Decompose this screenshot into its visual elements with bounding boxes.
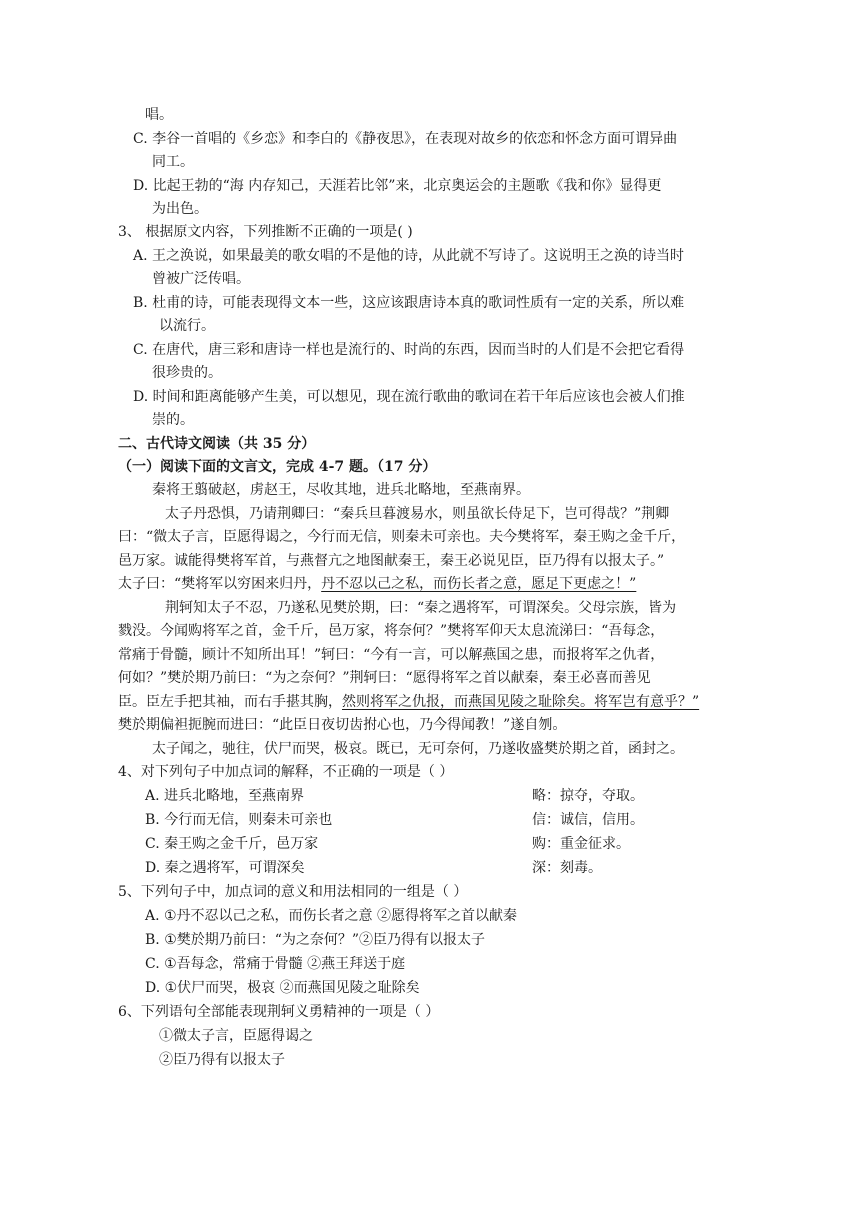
q3-option-a-cont: 曾被广泛传唱。	[152, 271, 250, 287]
q5-option-b: B. ①樊於期乃前曰：“为之奈何？”②臣乃得有以报太子	[145, 932, 486, 948]
passage-p3-line2: 戮没。今闻购将军之首，金千斤，邑万家，将奈何？”樊将军仰天太息流涕曰：“吾每念，	[118, 623, 665, 639]
section-heading: 二、古代诗文阅读（共 35 分）	[118, 436, 316, 452]
q6-item-1: ①微太子言，臣愿得谒之	[159, 1028, 313, 1044]
option-b-continuation: 唱。	[145, 107, 173, 123]
q3-option-b: B. 杜甫的诗，可能表现得文本一些，这应该跟唐诗本真的歌词性质有一定的关系，所以难	[133, 295, 685, 311]
q3-option-c-cont: 很珍贵的。	[152, 365, 222, 381]
subsection-heading: （一）阅读下面的文言文，完成 4-7 题。（17 分）	[118, 459, 437, 475]
underlined-sentence-2: 然则将军之仇报，而燕国见陵之耻除矣。将军岂有意乎？”	[342, 694, 700, 710]
q2-option-d-cont: 为出色。	[152, 201, 208, 217]
q4-option-d	[145, 859, 602, 877]
passage-text: 太子曰：“樊将军以穷困来归丹，	[118, 576, 322, 592]
q4-option-c-sentence: C. 秦王购之金千斤，邑万家	[145, 836, 319, 852]
q4-option-c-explanation: 购：重金征求。	[532, 836, 630, 852]
passage-p1: 秦将王翦破赵，虏赵王，尽收其地，进兵北略地，至燕南界。	[152, 482, 530, 498]
passage-p3-line6: 樊於期偏袒扼腕而进曰：“此臣日夜切齿拊心也，乃今得闻教！”遂自刎。	[118, 717, 567, 733]
passage-p2-line3: 邑万家。诚能得樊将军首，与燕督亢之地图献秦王，秦王必说见臣，臣乃得有以报太子。”	[118, 553, 665, 569]
q2-option-c-cont: 同工。	[152, 154, 194, 170]
passage-p3-line4: 何如？”樊於期乃前曰：“为之奈何？”荆轲曰：“愿得将军之首以献秦，秦王必喜而善见	[118, 670, 651, 686]
q4-option-b-explanation: 信：诚信，信用。	[532, 812, 644, 828]
passage-p3-line1: 荆轲知太子不忍，乃遂私见樊於期，曰：“秦之遇将军，可谓深矣。父母宗族，皆为	[165, 600, 677, 616]
passage-p2-line2: 曰：“微太子言，臣愿得谒之，今行而无信，则秦未可亲也。夫今樊将军，秦王购之金千斤，	[118, 529, 686, 545]
q4-option-a	[145, 787, 644, 805]
q4-option-c	[145, 835, 630, 853]
passage-p2-line1: 太子丹恐惧，乃请荆卿曰：“秦兵旦暮渡易水，则虽欲长侍足下，岂可得哉？”荆卿	[165, 506, 670, 522]
q2-option-c: C. 李谷一首唱的《乡恋》和李白的《静夜思》，在表现对故乡的依恋和怀念方面可谓异曲	[133, 131, 678, 147]
q4-option-d-explanation: 深：刻毒。	[532, 860, 602, 876]
q3-option-a: A. 王之涣说，如果最美的歌女唱的不是他的诗，从此就不写诗了。这说明王之涣的诗当时	[133, 248, 685, 264]
q3-option-c: C. 在唐代，唐三彩和唐诗一样也是流行的、时尚的东西，因而当时的人们是不会把它看得	[133, 342, 685, 358]
q3-option-d: D. 时间和距离能够产生美，可以想见，现在流行歌曲的歌词在若干年后应该也会被人们推	[133, 389, 685, 405]
q3-option-d-cont: 崇的。	[152, 412, 194, 428]
q4-option-a-explanation: 略：掠夺，夺取。	[532, 788, 644, 804]
passage-text: 臣。臣左手把其袖，而右手揕其胸，	[118, 694, 342, 710]
question-4: 4、对下列句子中加点词的解释，不正确的一项是（ ）	[118, 764, 454, 780]
q4-option-d-sentence: D. 秦之遇将军，可谓深矣	[145, 860, 305, 876]
q4-option-b-sentence: B. 今行而无信，则秦未可亲也	[145, 812, 333, 828]
q4-option-b	[145, 811, 644, 829]
passage-p4: 太子闻之，驰往，伏尸而哭，极哀。既已，无可奈何，乃遂收盛樊於期之首，函封之。	[152, 741, 684, 757]
q5-option-c: C. ①吾每念，常痛于骨髓 ②燕王拜送于庭	[145, 956, 406, 972]
q5-option-a: A. ①丹不忍以己之私，而伤长者之意 ②愿得将军之首以献秦	[145, 908, 518, 924]
question-3: 3、 根据原文内容，下列推断不正确的一项是( )	[118, 224, 413, 240]
q4-option-a-sentence: A. 进兵北略地，至燕南界	[145, 788, 305, 804]
question-5: 5、下列句子中，加点词的意义和用法相同的一组是（ ）	[118, 884, 468, 900]
q2-option-d: D. 比起王勃的“海 内存知己，天涯若比邻”来，北京奥运会的主题歌《我和你》显得更	[133, 178, 662, 194]
underlined-sentence-1: 丹不忍以己之私，而伤长者之意，愿足下更虑之！”	[321, 576, 637, 592]
passage-p2-line4	[118, 575, 636, 593]
q6-item-2: ②臣乃得有以报太子	[159, 1052, 285, 1068]
passage-p3-line5	[118, 693, 699, 711]
question-6: 6、下列语句全部能表现荆轲义勇精神的一项是（ ）	[118, 1004, 440, 1020]
q5-option-d: D. ①伏尸而哭，极哀 ②而燕国见陵之耻除矣	[145, 980, 420, 996]
passage-p3-line3: 常痛于骨髓，顾计不知所出耳！”轲曰：“今有一言，可以解燕国之患，而报将军之仇者，	[118, 647, 665, 663]
q3-option-b-cont: 以流行。	[159, 318, 215, 334]
